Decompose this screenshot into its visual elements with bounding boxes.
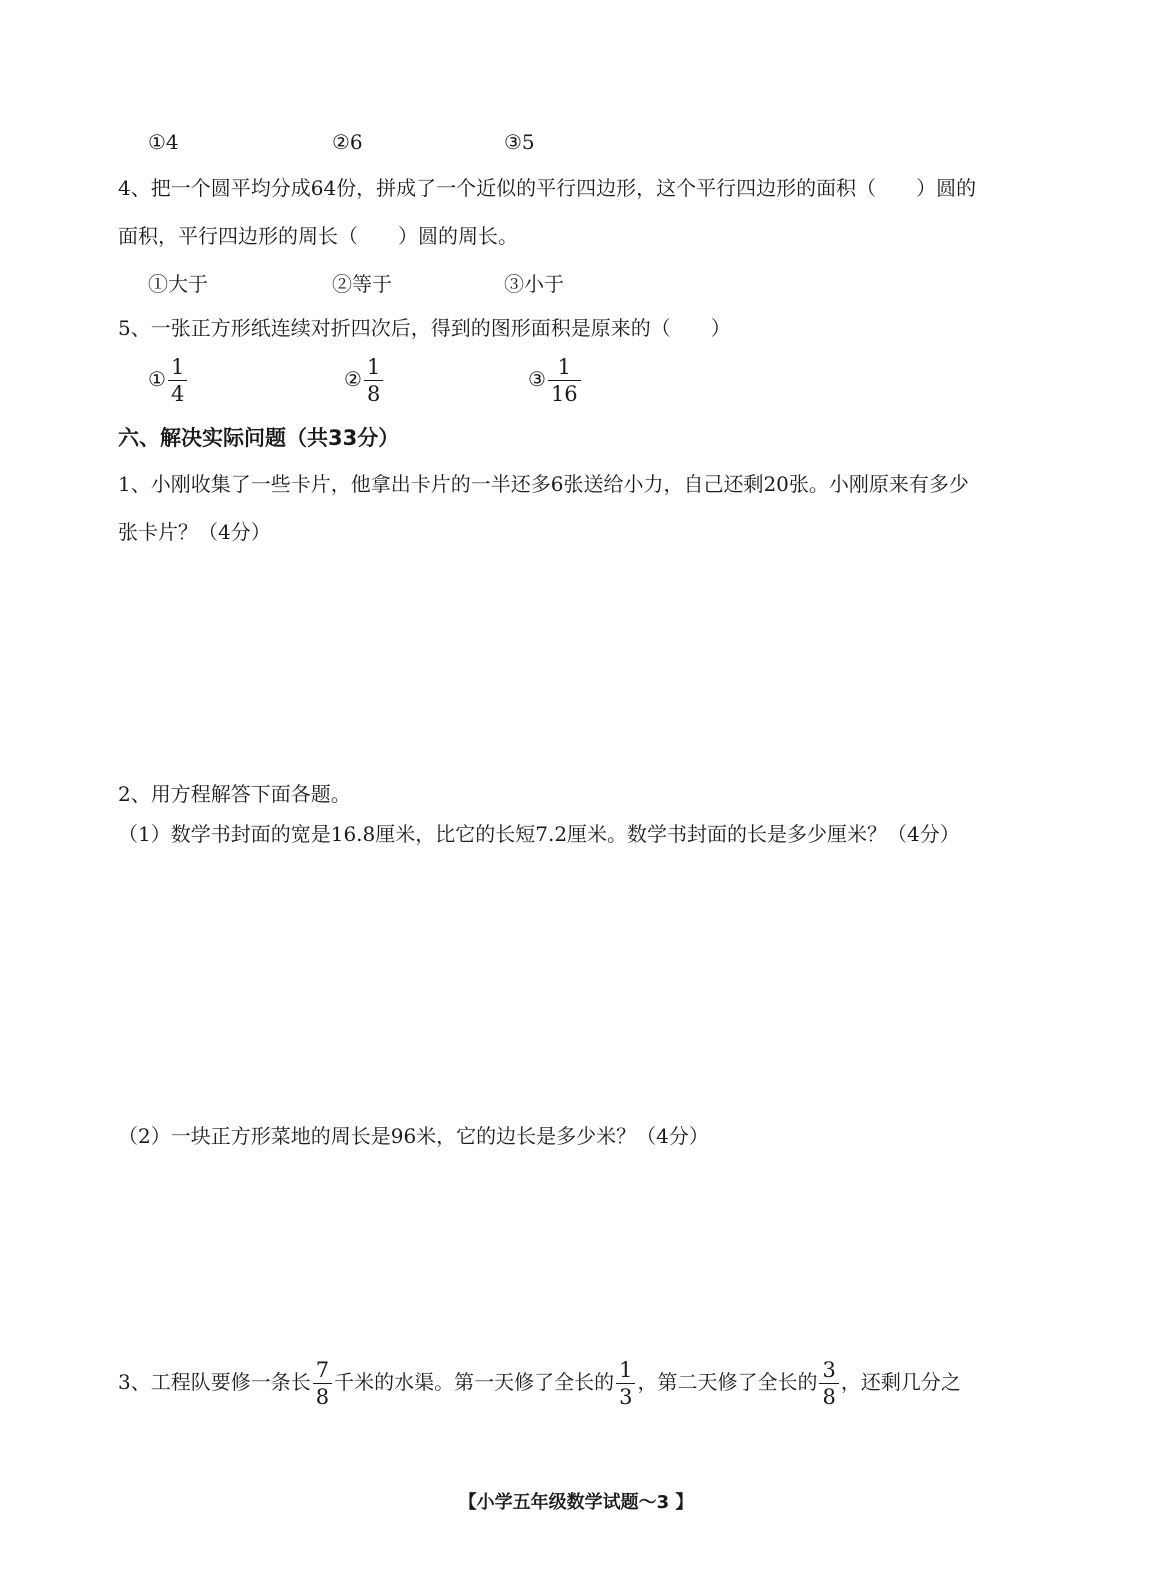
fraction-denominator: 8 (819, 1383, 838, 1410)
fraction-numerator: 1 (366, 355, 381, 379)
q5-option-3-fraction (548, 354, 581, 407)
q5-option-2-fraction (364, 354, 383, 407)
q3-option-3: ③5 (504, 130, 535, 154)
problem-1-line-1: 1、小刚收集了一些卡片，他拿出卡片的一半还多6张送给小力，自己还剩20张。小刚原来有多少 (118, 472, 969, 496)
q5-option-2-mark: ② (344, 367, 362, 391)
problem-3 (118, 1352, 961, 1412)
q5-option-3-mark: ③ (528, 367, 546, 391)
q5-option-1 (148, 354, 189, 407)
fraction-denominator: 4 (168, 380, 187, 407)
q3-option-2: ②6 (332, 130, 363, 154)
q5-text: 5、一张正方形纸连续对折四次后，得到的图形面积是原来的（ ） (118, 316, 731, 340)
problem-3-part-b: 千米的水渠。第一天修了全长的 (334, 1370, 615, 1394)
q3-option-1: ①4 (148, 130, 179, 154)
fraction-numerator: 1 (170, 355, 185, 379)
problem-2-2: （2）一块正方形菜地的周长是96米，它的边长是多少米？（4分） (118, 1124, 709, 1148)
fraction-numerator: 7 (315, 1358, 330, 1382)
problem-3-part-c: ，第二天修了全长的 (637, 1370, 818, 1394)
problem-3-fraction-2 (616, 1357, 635, 1410)
q5-option-1-fraction (168, 354, 187, 407)
problem-1-line-2: 张卡片？（4分） (118, 520, 271, 544)
q4-line-2: 面积，平行四边形的周长（ ）圆的周长。 (118, 224, 518, 248)
page-footer: 【小学五年级数学试题～3 】 (458, 1492, 694, 1513)
q4-line-1: 4、把一个圆平均分成64份，拼成了一个近似的平行四边形，这个平行四边形的面积（ ）圆的 (118, 176, 977, 200)
problem-3-fraction-1 (313, 1357, 332, 1410)
q5-option-1-mark: ① (148, 367, 166, 391)
q4-option-1: ①大于 (148, 272, 208, 296)
q5-option-3 (528, 354, 583, 407)
problem-2-title: 2、用方程解答下面各题。 (118, 782, 351, 806)
fraction-denominator: 8 (313, 1383, 332, 1410)
fraction-denominator: 3 (616, 1383, 635, 1410)
problem-3-fraction-3 (819, 1357, 838, 1410)
fraction-denominator: 8 (364, 380, 383, 407)
q4-option-3: ③小于 (504, 272, 564, 296)
q5-option-2 (344, 354, 385, 407)
fraction-numerator: 3 (822, 1358, 836, 1382)
fraction-numerator: 1 (557, 355, 571, 379)
fraction-denominator: 16 (548, 380, 581, 407)
problem-2-1: （1）数学书封面的宽是16.8厘米，比它的长短7.2厘米。数学书封面的长是多少厘米？（4分） (118, 822, 960, 846)
q4-option-2: ②等于 (332, 272, 392, 296)
problem-3-part-a: 3、工程队要修一条长 (118, 1370, 311, 1394)
fraction-numerator: 1 (619, 1358, 633, 1382)
section-6-title: 六、解决实际问题（共33分） (118, 426, 400, 450)
problem-3-part-d: ，还剩几分之 (840, 1370, 961, 1394)
